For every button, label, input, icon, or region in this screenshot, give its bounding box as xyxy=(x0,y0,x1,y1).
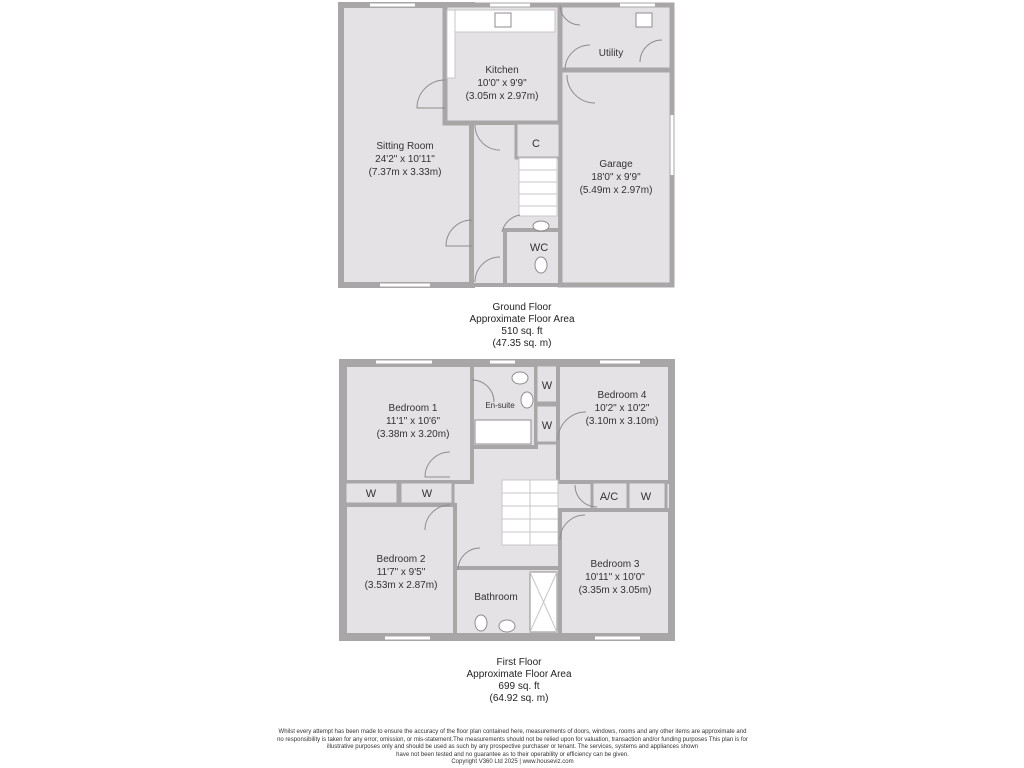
ensuite-basin-icon xyxy=(521,392,533,408)
sitting-room-dim-imperial: 24'2" x 10'11" xyxy=(375,154,435,165)
bedroom3-name: Bedroom 3 xyxy=(590,559,640,570)
first-floor-area-label: Approximate Floor Area xyxy=(466,669,572,680)
bedroom4-dim-imperial: 10'2" x 10'2" xyxy=(594,403,650,414)
wc-label: WC xyxy=(529,242,549,254)
utility-name: Utility xyxy=(598,48,624,59)
bedroom1-dim-imperial: 11'1" x 10'6" xyxy=(385,416,441,427)
bedroom1-name: Bedroom 1 xyxy=(388,403,438,414)
garage-name: Garage xyxy=(599,159,633,170)
disclaimer-line-2: no responsibility is taken for any error, omission, or mis-statement.The measurements should not be relied upon for valuation, transaction and/or funding purposes This plan is for xyxy=(277,736,748,743)
airing-cupboard-label: A/C xyxy=(599,491,619,503)
kitchen-dim-imperial: 10'0" x 9'9" xyxy=(477,78,527,89)
wardrobe-bed1-1-label: W xyxy=(365,488,377,500)
garage-dim-imperial: 18'0" x 9'9" xyxy=(591,172,641,183)
bathroom-name: Bathroom xyxy=(474,592,518,603)
sitting-room-dim-metric: (7.37m x 3.33m) xyxy=(368,167,442,178)
ground-floor-area-label: Approximate Floor Area xyxy=(469,314,575,325)
disclaimer-line-3: illustrative purposes only and should be used as such by any prospective purchaser or tenant. The services, systems and appliances shown xyxy=(326,744,699,750)
disclaimer-text xyxy=(245,729,780,767)
garage-dim-metric: (5.49m x 2.97m) xyxy=(579,185,653,196)
bedroom3-dim-imperial: 10'11" x 10'0" xyxy=(585,572,645,583)
wc-area xyxy=(505,230,560,285)
ensuite-name: En-suite xyxy=(485,401,515,410)
utility-area xyxy=(560,5,672,73)
ensuite-shower-icon xyxy=(475,420,531,444)
ground-floor-plan xyxy=(341,5,672,285)
bedroom4-name: Bedroom 4 xyxy=(597,390,647,401)
kitchen-counter-icon xyxy=(447,10,455,78)
ground-floor-title: Ground Floor xyxy=(492,302,552,313)
kitchen-name: Kitchen xyxy=(485,65,519,76)
first-floor-plan xyxy=(342,362,672,638)
bedroom1-dim-metric: (3.38m x 3.20m) xyxy=(376,429,450,440)
wc-toilet-icon xyxy=(535,257,547,273)
bedroom2-name: Bedroom 2 xyxy=(376,554,426,565)
utility-sink-icon xyxy=(636,13,652,27)
wardrobe-ensuite-1-label: W xyxy=(541,380,553,392)
first-floor-title: First Floor xyxy=(496,657,542,668)
wardrobe-bed1-2-label: W xyxy=(421,488,433,500)
ground-floor-area-sqft: 510 sq. ft xyxy=(501,326,543,337)
first-floor-caption xyxy=(369,657,669,705)
bedroom3-dim-metric: (3.35m x 3.05m) xyxy=(578,585,652,596)
bedroom2-dim-imperial: 11'7" x 9'5" xyxy=(376,567,426,578)
kitchen-dim-metric: (3.05m x 2.97m) xyxy=(465,91,539,102)
bedroom4-dim-metric: (3.10m x 3.10m) xyxy=(585,416,659,427)
ground-floor-caption xyxy=(372,302,672,350)
ground-floor-area-sqm: (47.35 sq. m) xyxy=(492,338,552,349)
disclaimer-line-1: Whilst every attempt has been made to ensure the accuracy of the floor plan contained here, measurements of doors, windows, rooms and any other items are approximate and xyxy=(278,729,747,735)
first-floor-stairs xyxy=(502,480,558,545)
bedroom2-dim-metric: (3.53m x 2.87m) xyxy=(364,580,438,591)
bathroom-toilet-icon xyxy=(475,615,487,631)
first-floor-area-sqft: 699 sq. ft xyxy=(498,681,540,692)
wc-basin-icon xyxy=(533,221,549,231)
wardrobe-ensuite-2-label: W xyxy=(541,420,553,432)
first-floor-area-sqm: (64.92 sq. m) xyxy=(489,693,549,704)
disclaimer-line-4: have not been tested and no guarantee as to their operability or efficiency can be given. xyxy=(396,751,629,758)
disclaimer-copyright: Copyright V360 Ltd 2025 | www.houseviz.com xyxy=(451,759,574,765)
cupboard-label: C xyxy=(532,138,540,150)
ground-stairs xyxy=(519,158,557,216)
wardrobe-bed3-label: W xyxy=(640,491,652,503)
ensuite-toilet-icon xyxy=(512,372,528,384)
sitting-room-name: Sitting Room xyxy=(376,141,434,152)
bathroom-basin-icon xyxy=(499,620,515,632)
kitchen-sink-icon xyxy=(495,13,511,27)
